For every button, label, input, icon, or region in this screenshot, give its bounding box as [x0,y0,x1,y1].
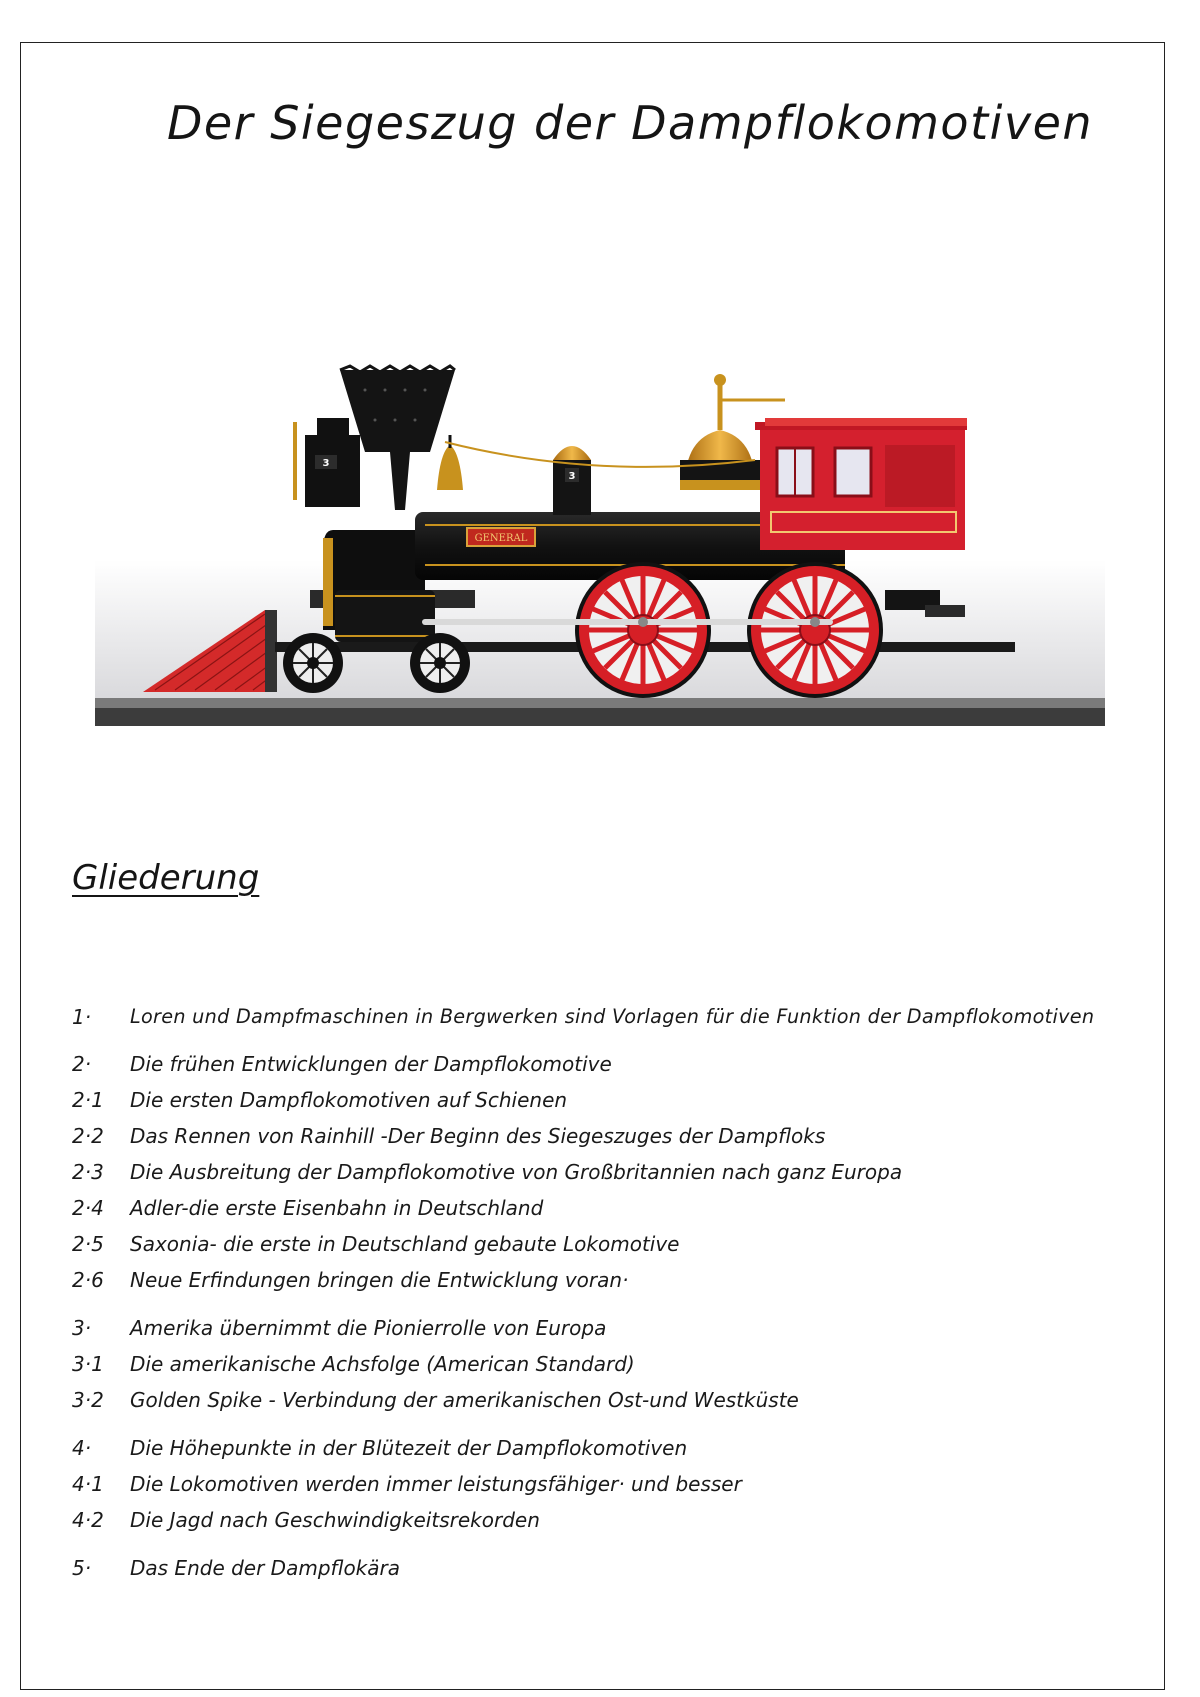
outline-item-text: Golden Spike - Verbindung der amerikanischen Ost-und Westküste [130,1388,799,1412]
outline-item-number: 2·5 [72,1232,104,1256]
outline-item-number: 2·1 [72,1088,104,1112]
sand-dome [553,446,591,515]
outline-item-number: 4· [72,1436,92,1460]
pilot-wheel-front [283,633,343,693]
cab [755,418,967,550]
outline-item-text: Das Rennen von Rainhill -Der Beginn des Siegeszuges der Dampfloks [130,1124,826,1148]
outline-item-number: 1· [72,1005,92,1029]
driving-wheel-rear [749,564,881,696]
locomotive-illustration [95,360,1105,790]
outline-item-number: 5· [72,1556,92,1580]
outline-item-number: 4·1 [72,1472,104,1496]
outline-item-text: Saxonia- die erste in Deutschland gebaute Lokomotive [130,1232,680,1256]
headlamp-number: 3 [322,458,330,469]
rail [95,698,1105,726]
document-title: Der Siegeszug der Dampflokomotiven [166,96,1094,150]
nameplate [467,528,535,546]
outline-heading: Gliederung [72,858,260,898]
outline-item-number: 2· [72,1052,92,1076]
outline-item-text: Amerika übernimmt die Pionierrolle von Europa [130,1316,607,1340]
outline-item-text: Adler-die erste Eisenbahn in Deutschland [130,1196,544,1220]
outline-item-number: 2·3 [72,1160,104,1184]
outline-item-text: Die amerikanische Achsfolge (American Standard) [130,1352,635,1376]
outline-item-text: Die Lokomotiven werden immer leistungsfähiger· und besser [130,1472,742,1496]
outline-item-number: 3· [72,1316,92,1340]
outline-item-text: Loren und Dampfmaschinen in Bergwerken sind Vorlagen für die Funktion der Dampflokomotiven [130,1005,1095,1028]
outline-item-text: Die Höhepunkte in der Blütezeit der Dampflokomotiven [130,1436,688,1460]
outline-item-text: Neue Erfindungen bringen die Entwicklung voran· [130,1268,629,1292]
outline-item-number: 2·4 [72,1196,104,1220]
outline-item-text: Das Ende der Dampflokära [130,1556,400,1580]
cylinder [335,590,435,642]
outline-item-number: 2·6 [72,1268,104,1292]
outline-item-number: 3·1 [72,1352,104,1376]
svg-text:GENERAL: GENERAL [474,533,528,544]
driving-wheel-front [577,564,709,696]
outline-item-text: Die frühen Entwicklungen der Dampflokomotive [130,1052,612,1076]
headlamp [295,418,360,507]
outline-item-text: Die Jagd nach Geschwindigkeitsrekorden [130,1508,540,1532]
dome-number: 3 [568,471,576,482]
outline-item-text: Die ersten Dampflokomotiven auf Schienen [130,1088,568,1112]
outline-item-number: 4·2 [72,1508,104,1532]
pilot-wheel-rear [410,633,470,693]
outline-item-text: Die Ausbreitung der Dampflokomotive von Großbritannien nach ganz Europa [130,1160,903,1184]
outline-item-number: 2·2 [72,1124,104,1148]
outline-item-number: 3·2 [72,1388,104,1412]
